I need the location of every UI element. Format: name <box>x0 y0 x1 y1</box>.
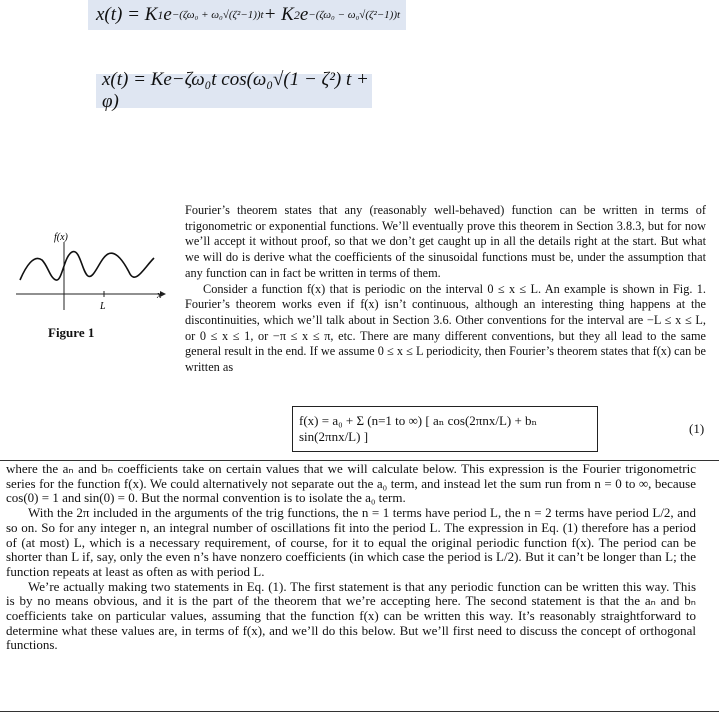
eq1-exponent-2: −(ζω₀ − ω₀√(ζ²−1))t <box>308 9 401 21</box>
eq1-mid: + K <box>263 4 294 25</box>
intro-paragraph-1: Fourier’s theorem states that any (reasonably well-behaved) function can be written in terms of trigonometric or exponential functions. We’ll eventually prove this theorem in Section 3.8.3, but for now we’ll accept it without proof, so that we don’t get caught up in all the details right at the start. But what we will do is derive what the coefficients of the sinusoidal functions must be, under the assumption that any function can in fact be written in terms of them. <box>185 203 706 280</box>
function-curve <box>20 252 154 281</box>
figure-caption: Figure 1 <box>48 325 95 340</box>
lower-text <box>6 462 696 653</box>
eq1-exponent-1: −(ζω₀ + ω₀√(ζ²−1))t <box>171 9 264 21</box>
divider-bottom <box>0 711 719 712</box>
fourier-series-formula: f(x) = a₀ + Σ (n=1 to ∞) [ aₙ cos(2πnx/L) + bₙ sin(2πnx/L) ] <box>292 406 598 452</box>
eq1-lhs: x(t) = K <box>96 4 158 25</box>
y-axis-label: f(x) <box>54 232 68 243</box>
equation-number: (1) <box>689 421 705 436</box>
lower-paragraph-1: where the aₙ and bₙ coefficients take on certain values that we will calculate below. This expression is the Fourier trigonometric series for the function f(x). We could alternatively not separate out the a₀ term, and instead let the sum run from n = 0 to ∞, because cos(0) = 1 and sin(0) = 0. But the normal convention is to isolate the a₀ term. <box>6 461 696 506</box>
equation-overdamped: x(t) = K 1 e −(ζω₀ + ω₀√(ζ²−1))t + K 2 e −(ζω₀ − ω₀√(ζ²−1))t <box>88 0 406 30</box>
lower-paragraph-2: With the 2π included in the arguments of the trig functions, the n = 1 terms have period L, the n = 2 terms have period L/2, and so on. So for any integer n, an integral number of oscillations fit into the period L. The expression in Eq. (1) therefore has a period of (at most) L, which is a necessary requirement, of course, for it to equal the original periodic function f(x). The period can be shorter than L if, say, only the even n’s have nonzero coefficients (in which case the period is L/2). But it can’t be longer than L; the function repeats at least as often as with period L. <box>6 505 696 579</box>
x-axis-label: x <box>157 290 162 301</box>
intro-text <box>185 203 706 376</box>
periodic-function-figure <box>14 228 166 320</box>
tick-label-L: L <box>100 301 106 312</box>
equation-underdamped: x(t) = Ke−ζω₀t cos(ω₀√(1 − ζ²) t + φ) <box>96 74 372 108</box>
intro-paragraph-2: Consider a function f(x) that is periodic on the interval 0 ≤ x ≤ L. An example is shown in Fig. 1. Fourier’s theorem works even if f(x) isn’t continuous, although an interesting thing happens at the discontinuities, which we’ll talk about in Section 3.6. Other conventions for the interval are −L ≤ x ≤ L, or 0 ≤ x ≤ 1, or −π ≤ x ≤ π, etc. There are many different conventions, but they all lead to the same general result in the end. If we assume 0 ≤ x ≤ L periodicity, then Fourier’s theorem states that f(x) can be written as <box>185 281 706 375</box>
lower-paragraph-3: We’re actually making two statements in Eq. (1). The first statement is that any periodic function can be written this way. This is by no means obvious, and it is the part of the theorem that we’re accepting here. The second statement is that the aₙ and bₙ coefficients take on particular values, assuming that the function f(x) can be written this way. It’s reasonably straightforward to determine what these values are, in terms of f(x), and we’ll do this below. But we’ll first need to discuss the concept of orthogonal functions. <box>6 578 696 653</box>
